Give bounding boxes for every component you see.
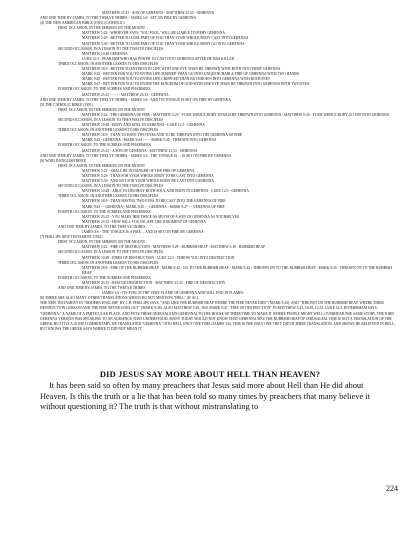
list-line: AND ONE TIME BY JAMES, TO THE TWELVE TRIBES <box>58 286 146 291</box>
list-line: SECOND OCCASION, IN A LESSON TO THE TWELVE DISCIPLES <box>58 46 164 51</box>
body-paragraph: It has been said so often by many preachers that Jesus said more about Hell than He did about Heaven. Is this the truth or a lie that has been told so many times by preachers that many believe it without questioning it? The truth is that without mistranslating to <box>40 381 371 411</box>
list-line: MATTHEW 5:22 - SHALL BE IN DANGER OF THE FIRE OF GEHENNA <box>82 168 195 173</box>
list-line: MATTHEW 23:33 - HOW WILL YOU ESCAPE THE JUDGMENT OF GEHENNA <box>82 219 206 224</box>
list-line: MATTHEW 18:9 - FIRE OF THE RUBBISH HEAP - MARK 9:43 - GO TO THE RUBBISH HEAP - MARK 9:44 - THROWN ON TO THE RUBBISH HEAP - MARK 9:45 - THROWN ON TO THE RUBBISH HEAP <box>82 265 392 275</box>
list-line: MATTHEW 5:22 - THE GEHENNA OF FIRE - MATTHEW 5:29 - YOUR WHOLE BODY WOULD BE THROWN INTO GEHENNA - MATTHEW 5:30 - YOUR WHOLE BODY GO OFF INTO GEHENNA <box>82 112 390 117</box>
list-line: MATTHEW 10:28 - BODY AND SOUL IN GEHENNA - LUKE 12:5 - GEHENNA <box>82 123 205 128</box>
list-line: THIRD OCCASION, IN ANOTHER LESSON TO HIS DISCIPLES <box>58 194 159 199</box>
list-line: AND ONE TIME BY JAMES, TO THE TWELVE TRIBES - JAMES 3:6 - AND ITS TONGUE IS SET ON FIRE BY GEHENNA <box>40 97 231 102</box>
list-line: AND ONE TIME BY JAMES, TO THE TWELVE TRIBES - JAMES 3:6 - SET ON FIRE BY GEHENNA <box>40 16 197 21</box>
list-line: MATTHEW 5:29 - BETTER TO LOSE PART OF YOU THAN YOUR WHOLE BODY CAST INTO GEHENNA <box>82 36 249 41</box>
list-line: MATTHEW 23:15 - A SON OF GEHENNA - MATTHEW 23:33 - GEHENNA <box>82 148 198 153</box>
list-line: MATTHEW 18:9 - THAN HAVING TWO EYES TO BE CAST INTO THE GEHENNA OF FIRE <box>82 199 226 204</box>
list-line: [6] WORLD ENGLISH BIBLE <box>40 158 87 163</box>
list-line: [5] THE CATHOLIC BIBLE (1991) <box>40 102 94 107</box>
page-number: 224 <box>386 484 398 493</box>
list-line: MATTHEW 5:29 - THAN FOR YOUR WHOLE BODY TO BE CAST INTO GEHENNA <box>82 174 214 178</box>
list-line: FOURTH OCCASION, TO THE SCRIBES AND PHARISEES <box>58 143 151 148</box>
list-line: MATTHEW 5:22 - FIRE OF DESTRUCTION - MATTHEW 5:29 - RUBBISH HEAP - MATTHEW 5:30 - RUBBISH HEAP <box>82 245 266 250</box>
list-line: MARK 9:47 - BETTER FOR YOU TO ENTER THE KINGDOM OF GOD WITH ONE EYE THAN BE THROWN INTO GEHENNA WITH TWO EYES <box>82 82 310 87</box>
list-line: [8] THERE ARE ALSO MANY OTHER TRANSLATIONS WHICH DO NOT MENTION "HELL" AT ALL <box>40 296 199 301</box>
list-line: THIRD OCCASION, IN ANOTHER LESSON TO HIS DISCIPLES <box>58 260 159 265</box>
list-line: [4] THE NEW AMERICAN BIBLE (1991) (CATHOLIC) <box>40 21 125 26</box>
list-line: MARK 9:43 - - GEHENNA - MARK 9:45 - - GEHENNA - MARK 9:47 - - GEHENNA OF FIRE <box>82 204 225 209</box>
list-line: JAMES 3:6 - THE TONGUE IS A FIRE ... AND IS SET ON FIRE BY GEHENNA <box>82 230 204 235</box>
list-line: SECOND OCCASION, IN A LESSON TO THE TWELVE DISCIPLES <box>58 117 164 122</box>
list-line: THIRD OCCASION, IN ANOTHER LESSON TO HIS DISCIPLES <box>58 128 159 133</box>
list-line: SECOND OCCASION, IN A LESSON TO THE TWELVE DISCIPLES <box>58 184 164 189</box>
list-line: FIRST OCCASION, IN THE SERMON ON THE MOUNT <box>58 26 146 31</box>
list-line: MATTHEW 18:9 - THAN TO HAVE TWO EYES AND TO BE THROWN INTO THE GEHENNA OF FIRE <box>82 133 243 138</box>
list-line: FOURTH OCCASION, TO THE SCRIBES AND PHARISEES <box>58 87 151 92</box>
list-line: THIRD OCCASION, IN ANOTHER LESSON TO HIS DISCIPLES <box>58 61 159 66</box>
list-line: MATTHEW 5:30 - BETTER TO LOSE PART OF YOU THAN YOUR WHOLE BODY GO INTO GEHENNA <box>82 41 245 46</box>
list-line: MATTHEW 10:28 - ABLE TO DESTROY BOTH SOUL AND BODY IN GEHENNA - LUKE 12:5 - GEHENNA <box>82 189 249 194</box>
list-line: MATTHEW 25:15 - SON OF GEHENNA - MATTHEW 23:33 - GEHENNA <box>102 11 215 15</box>
list-line: MATTHEW 23:15 - RESCUE DESTRUCTION - MATTHEW 23:33 - FIRE OF DESTRUCTION <box>82 280 226 285</box>
list-line: FIRST OCCASION, IN THE SERMON ON THE MOUNT <box>58 107 146 112</box>
list-line: FIRST OCCASION, IN THE SERMON ON THE MOUNT <box>58 240 146 245</box>
list-line: FIRST OCCASION, IN THE SERMON ON THE MOUNT <box>58 163 146 168</box>
section-heading: DID JESUS SAY MORE ABOUT HELL THAN HEAVEN? <box>99 370 321 379</box>
list-line: AND ONE TIME BY JAMES, TO THE TWELVE TRIBES <box>58 224 146 229</box>
list-line: [7] PHILLIPS NEW TESTAMENT (1952) <box>40 235 103 240</box>
translation-list <box>40 11 396 332</box>
list-line: LUKE 12:5 - FEAR HIM WHO HAS POWER TO CAST INTO GEHENNA AFTER HE HAS KILLED <box>82 56 235 61</box>
list-line: MARK 9:43 - BETTER FOR YOU TO ENTER LIFE MAIMED THAN GO INTO UNQUENCHABLE FIRE OF GEHENNA WITH TWO HANDS <box>82 72 300 77</box>
list-line: THE NEW TESTAMENT IN "MODERN ENGLISH" BY J. B. PHILLIPS SAYS, "AND LIKE THE RUBBISH HEAP WHERE THE FIRE NEVER DIES" (MARK 9:43), AND "THROWN ON THE RUBBISH HEAP, WHERE THEIR DESTRUCTION GOES ON AND THE FIRE NEVER GOES OUT" (MARK 9:48). ALSO MATTHEW 5:29, 18:8, MARK 9:47, "FIRE OF DESTRUCTION" IN MATTHEW 5:22, 18:29, 12:33, LUKE 12:5. ROTHERHAM SAYS, "GEHENNA," A NAME OF A PARTICULAR PLACE, AND PUTS THESE [JERUSALEM'S GEHENNA] TO THE HOUSE OF THEIR TIME TO MAKE IT WHERE PEOPLE MIGHT WELL OVERHEAR THE SAME STORY. THE JOHN GEHENNA VERSION WAS SPEAKING TO AN AUDIENCE THAT UNDERSTOOD. MANY TODAY WOULD NOT KNOW THAT GEHENNA WAS THE RUBBISH HEAP OF JERUSALEM. THIS IS NOT A TRANSLATION OF THE GREEK, BUT IT IS A GOOD COMMENTARY. HE TRANSLATED "GEHENNA" INTO HELL ONLY ONE TIME (JAMES 3:6). THIS IS THE ONLY ONE THEY DID IN THEIR TRANSLATION, AND SHOWS HE BELIEVED IN HELL, BUT KNOWS THE GREEK SAYS WHERE IT DID NOT MEAN IT. <box>40 301 395 331</box>
list-line: MATTHEW 5:30 - AND NOT FOR YOUR WHOLE BODY BE CAST INTO GEHENNA <box>82 179 215 184</box>
list-line: SECOND OCCASION, IN A LESSON TO THE TWELVE DISCIPLES <box>58 250 164 255</box>
list-line: FOURTH OCCASION, TO THE SCRIBES AND PHARISEES <box>58 209 151 214</box>
list-line: MARK 9:45 - BETTER FOR YOU TO ENTER LIFE CRIPPLED THAN BE THROWN INTO GEHENNA WITH BOTH FEET <box>82 77 271 82</box>
list-line: JAMES 3:6 - ITS FUEL IS THE VERY FLAME OF GEHENNA AND WILL END IN FLAMES <box>102 291 244 296</box>
list-line: MATTHEW 23:15 - YOU MAKE HIM TWICE AS MUCH OF A SON OF GEHENNA AS YOURSELVES <box>82 214 240 219</box>
list-line: AND ONE TIME BY JAMES, TO THE TWELVE TRIBES - JAMES 3:6 - THE TONGUE IS ... IS SET ON FIRE BY GEHENNA <box>40 153 232 158</box>
list-line: MATTHEW 23:15 - - - - - MATTHEW 23:33 - GEHENNA <box>82 92 169 97</box>
list-line: FOURTH OCCASION, TO THE SCRIBES AND PHARISEES <box>58 275 151 280</box>
list-line: MATTHEW 5:22 - WHOEVER SAYS, 'YOU FOOL,' WILL BE LIABLE TO FIERY GEHENNA <box>82 31 225 36</box>
list-line: MATTHEW 10:28 - FIRES OF DESTRUCTION - LUKE 12:5 - THROW YOU INTO DESTRUCTION <box>82 255 235 260</box>
list-line: MATTHEW 10:28 GEHENNA <box>82 51 128 56</box>
list-line: MATTHEW 18:9 - BETTER TO ENTER INTO LIFE WITH ONE EYE THAN BE THROWN WITH BOTH INTO FIERY GEHENNA <box>82 67 281 72</box>
list-line: MARK 9:43 - GEHENNA - MARK 9:44 - - - - MARK 9:45 - THROWN INTO GEHENNA <box>82 138 217 143</box>
